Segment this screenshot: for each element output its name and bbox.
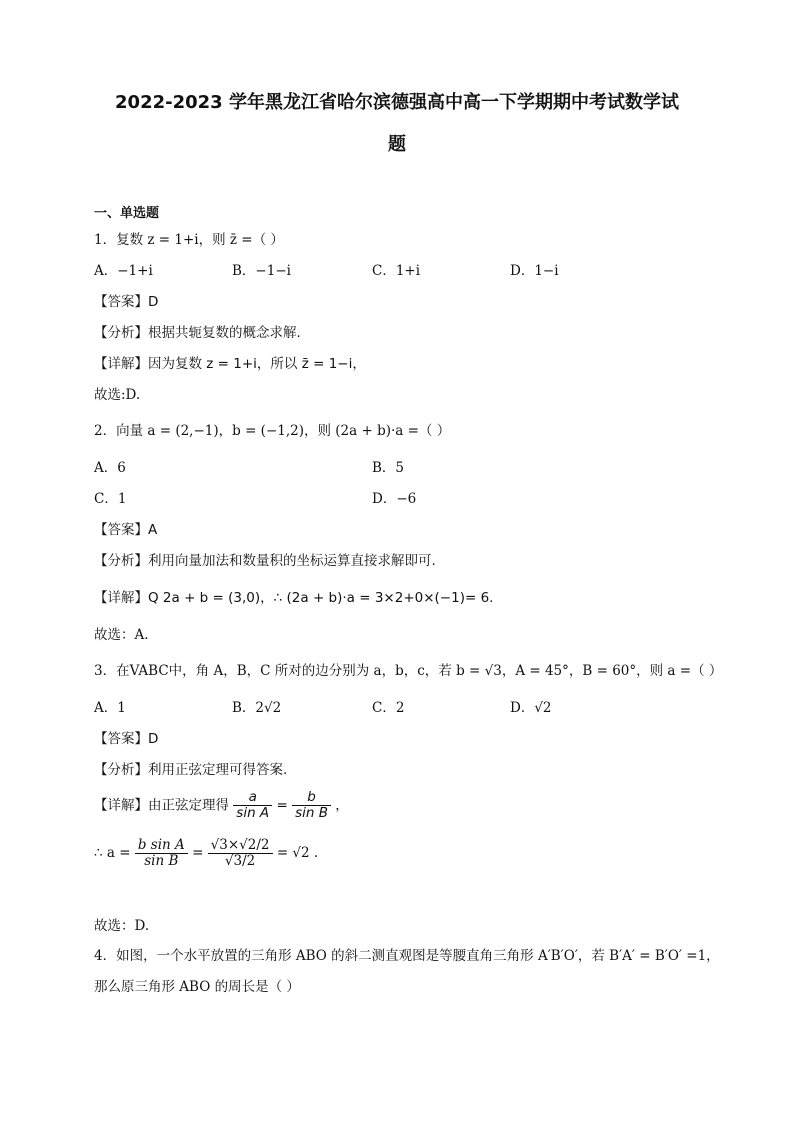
q4-stem-line-2: 那么原三角形 ABO 的周长是（ ） [94,979,300,995]
q1-option-a: A．−1+i [94,263,153,279]
fraction-numerator: b [292,790,331,806]
q4-stem-line-1: 4．如图，一个水平放置的三角形 ABO 的斜二测直观图是等腰直角三角形 A′B′O′，若 B′A′ = B′O′ =1， [94,948,720,964]
equals-sign: = [276,797,288,814]
fraction-denominator: sin B [144,853,179,869]
page-title-line-2: 题 [388,134,406,155]
equals-sign: = [192,845,204,861]
q2-option-d: D．−6 [372,491,417,507]
q3-stem: 3．在VABC中，角 A，B，C 所对的边分别为 a，b，c，若 b = √3，A = 45°，B = 60°，则 a =（ ） [94,663,723,679]
q3-detail-prefix: 【详解】由正弦定理得 [94,797,229,814]
q3-choose: 故选：D. [94,918,150,934]
q1-option-d: D．1−i [510,263,559,279]
q3-answer: 【答案】D [94,731,159,747]
q1-option-c: C．1+i [372,263,421,279]
q2-choose: 故选：A. [94,627,149,643]
q2-option-a: A．6 [94,460,126,476]
page-title-line-1: 2022-2023 学年黑龙江省哈尔滨德强高中高一下学期期中考试数学试 [115,92,679,113]
q3-compound-fraction [208,838,273,869]
q1-detail: 【详解】因为复数 z = 1+i，所以 z̄ = 1−i， [94,356,366,372]
q2-option-c: C．1 [94,491,127,507]
q3-fraction-b-over-sinb [292,790,331,821]
q2-answer: 【答案】A [94,522,158,538]
q3-detail: 【详解】由正弦定理得 $\frac{a}{\text{sin A}}$ = $\frac{b}{\text{sin B}}$ ， [94,789,349,821]
q1-analysis: 【分析】根据共轭复数的概念求解. [94,325,301,341]
fraction-numerator: a [233,790,272,806]
q1-choose: 故选:D. [94,387,141,403]
q1-option-b: B．−1−i [232,263,291,279]
q1-answer: 【答案】D [94,294,159,310]
q3-analysis: 【分析】利用正弦定理可得答案. [94,762,288,778]
q2-stem: 2．向量 a = (2,−1)，b = (−1,2)，则 (2a + b)·a =（ ） [94,423,451,439]
q3-derivation [94,838,318,869]
q3-option-d: D．√2 [510,700,552,716]
q3-result: = √2 . [276,845,319,861]
fraction-numerator: √3×√2/2 [208,838,273,854]
q2-option-b: B．5 [372,460,405,476]
q3-option-b: B．2√2 [232,700,282,716]
q3-fraction-bsina-over-sinb [135,838,188,869]
section-heading: 一、单选题 [94,206,160,221]
fraction-denominator: sin A [236,805,270,821]
q3-option-c: C．2 [372,700,405,716]
fraction-denominator: √3/2 [224,853,256,869]
fraction-denominator: sin B [295,805,328,821]
q2-analysis: 【分析】利用向量加法和数量积的坐标运算直接求解即可. [94,553,436,569]
fraction-numerator: b sin A [135,838,188,854]
q3-option-a: A．1 [94,700,126,716]
q1-stem: 1．复数 z = 1+i，则 z̄ =（ ） [94,232,284,248]
q2-detail: 【详解】Q 2a + b = (3,0)，∴ (2a + b)·a = 3×2+0×(−1)= 6. [94,590,494,606]
therefore-a: ∴ a = [94,845,131,861]
q3-fraction-a-over-sina [233,790,272,821]
